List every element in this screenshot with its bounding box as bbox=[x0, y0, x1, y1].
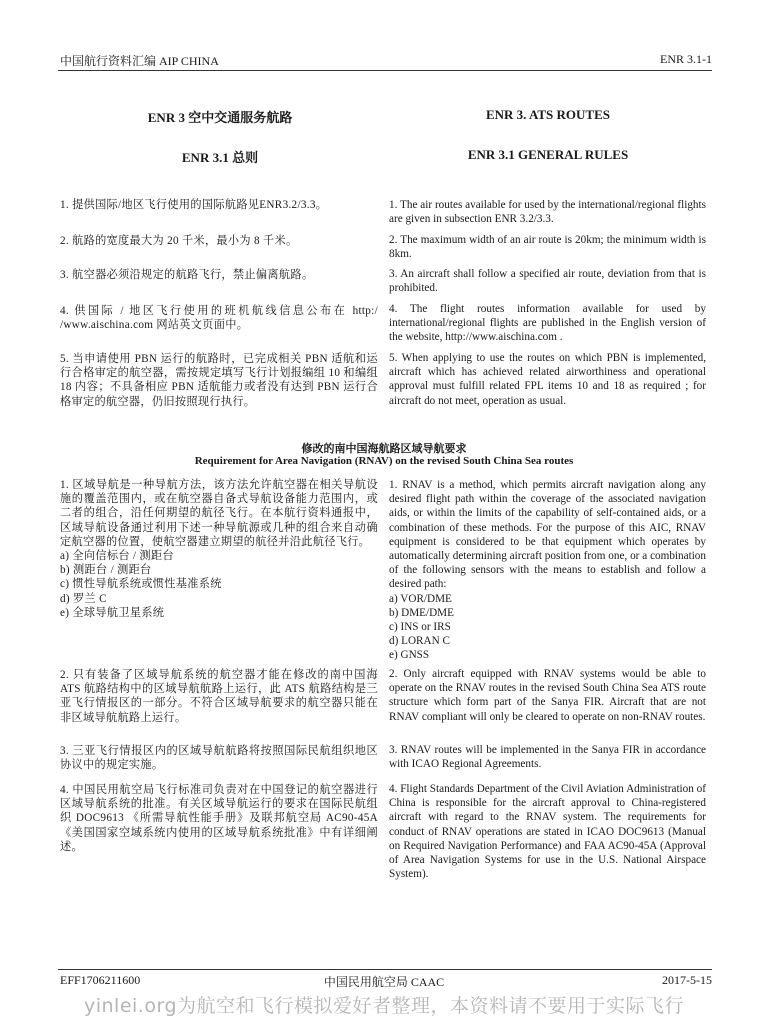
rnav-item-1-en-text: 1. RNAV is a method, which permits aircraft navigation along any desired flight path within the coverage of the associated navigation aids, or within the limits of the capability of self-contained aids, or a combination of these methods. For the purpose of this AIC, RNAV equipment is considered to be that equipment which operates by automatically determining aircraft position from one, or a combination of the following sensors with the means to establish and follow a desired path: bbox=[389, 479, 706, 591]
title-zh-main: ENR 3 空中交通服务航路 bbox=[147, 110, 293, 125]
general-rule-2-zh: 2. 航路的宽度最大为 20 千米，最小为 8 千米。 bbox=[60, 235, 298, 247]
title-zh-sub: ENR 3.1 总则 bbox=[181, 150, 259, 165]
footer-date: 2017-5-15 bbox=[662, 973, 712, 987]
footer-authority: 中国民用航空局 CAAC bbox=[323, 975, 445, 989]
section-title-zh: 修改的南中国海航路区域导航要求 bbox=[301, 443, 467, 455]
section-title-en: Requirement for Area Navigation (RNAV) on the revised South China Sea routes bbox=[194, 455, 574, 467]
rnav-item-1-en-list-d: d) LORAN C bbox=[389, 635, 450, 648]
rnav-item-1-en bbox=[389, 478, 706, 663]
rnav-item-1-zh bbox=[60, 478, 378, 620]
general-rule-4-en: 4. The flight routes information available for used by international/regional flights are published in the English version of the website, http://www.aischina.com . bbox=[389, 303, 706, 344]
watermark-text: yinlei.org为航空和飞行模拟爱好者整理，本资料请不要用于实际飞行 bbox=[83, 995, 685, 1017]
rnav-item-1-zh-list-b: b) 测距台 / 测距台 bbox=[60, 564, 152, 577]
general-rule-2-en: 2. The maximum width of an air route is 20km; the minimum width is 8km. bbox=[389, 234, 706, 261]
footer-divider bbox=[58, 969, 712, 970]
rnav-item-1-zh-list-c: c) 惯性导航系统或惯性基准系统 bbox=[60, 578, 222, 591]
rnav-item-4-en: 4. Flight Standards Department of the Civil Aviation Administration of China is responsible for the aircraft approval to China-registered aircraft with regard to the RNAV system. The requirements for conduct of RNAV operations are stated in ICAO DOC9613 (Manual on Required Navigation Performance) and FAA AC90-45A (Approval of Area Navigation Systems for use in the U.S. National Airspace System). bbox=[389, 783, 706, 881]
general-rule-4-zh: 4. 供国际 / 地区飞行使用的班机航线信息公布在 http:/ /www.aischina.com 网站英文页面中。 bbox=[60, 305, 378, 332]
rnav-item-1-en-list-c: c) INS or IRS bbox=[389, 621, 451, 634]
rnav-item-1-zh-text: 1. 区域导航是一种导航方法，该方法允许航空器在相关导航设施的覆盖范围内，或在航空器自备式导航设备能力范围内，或二者的组合，沿任何期望的航径飞行。在本航行资料通报中，区域导航设备通过利用下述一种导航源或几种的组合来自动确定航空器的位置，使航空器建立期望的航径并沿此航径飞行。 bbox=[60, 479, 378, 548]
rnav-item-1-en-list-e: e) GNSS bbox=[389, 649, 430, 662]
header-page-number: ENR 3.1-1 bbox=[660, 52, 712, 66]
rnav-item-3-zh: 3. 三亚飞行情报区内的区域导航航路将按照国际民航组织地区协议中的规定实施。 bbox=[60, 745, 378, 772]
general-rule-1-zh: 1. 提供国际/地区飞行使用的国际航路见ENR3.2/3.3。 bbox=[60, 199, 328, 211]
header-publication-title: 中国航行资料汇编 AIP CHINA bbox=[60, 54, 219, 68]
rnav-item-2-zh: 2. 只有装备了区域导航系统的航空器才能在修改的南中国海 ATS 航路结构中的区域导航航路上运行，此 ATS 航路结构是三亚飞行情报区的一部分。不符合区域导航要求的航空器只能在非区域导航航路上运行。 bbox=[60, 669, 378, 724]
rnav-item-4-zh: 4. 中国民用航空局飞行标准司负责对在中国登记的航空器进行区域导航系统的批准。有关区域导航运行的要求在国际民航组织 DOC9613 《所需导航性能手册》及联邦航空局 AC90-45A 《美国国家空域系统内使用的区域导航系统批准》中有详细阐述。 bbox=[60, 784, 378, 853]
rnav-item-1-zh-list-e: e) 全球导航卫星系统 bbox=[60, 606, 165, 619]
general-rule-1-en: 1. The air routes available for used by the international/regional flights are given in subsection ENR 3.2/3.3. bbox=[389, 199, 706, 226]
general-rule-3-en: 3. An aircraft shall follow a specified air route, deviation from that is prohibited. bbox=[389, 268, 706, 295]
general-rule-3-zh: 3. 航空器必须沿规定的航路飞行，禁止偏离航路。 bbox=[60, 269, 314, 281]
title-en-sub: ENR 3.1 GENERAL RULES bbox=[467, 147, 629, 162]
header-divider bbox=[58, 70, 712, 71]
rnav-item-1-en-list-a: a) VOR/DME bbox=[389, 592, 452, 605]
rnav-item-1-zh-list-d: d) 罗兰 C bbox=[60, 592, 107, 605]
general-rule-5-en: 5. When applying to use the routes on which PBN is implemented, aircraft which has achieved related airworthiness and operational approval must fulfill related FPL items 10 and 18 as required ; for aircraft do not meet, operation as usual. bbox=[389, 352, 706, 407]
rnav-item-1-zh-list-a: a) 全向信标台 / 测距台 bbox=[60, 550, 174, 563]
general-rule-5-zh: 5. 当申请使用 PBN 运行的航路时，已完成相关 PBN 适航和运行合格审定的航空器，需按规定填写飞行计划报编组 10 和编组 18 内容；不具备相应 PBN 适航能力或者没有达到 PBN 运行合格审定的航空器，仍旧按照现行执行。 bbox=[60, 353, 378, 408]
rnav-item-2-en: 2. Only aircraft equipped with RNAV systems would be able to operate on the RNAV routes in the revised South China Sea ATS route structure which form part of the Sanya FIR. Aircraft that are not RNAV compliant will only be cleared to operate on non-RNAV routes. bbox=[389, 668, 706, 723]
rnav-item-1-en-list-b: b) DME/DME bbox=[389, 606, 454, 619]
footer-effective-code: EFF1706211600 bbox=[60, 973, 141, 987]
rnav-item-3-en: 3. RNAV routes will be implemented in the Sanya FIR in accordance with ICAO Regional Agreements. bbox=[389, 744, 706, 771]
title-en-main: ENR 3. ATS ROUTES bbox=[485, 107, 610, 122]
